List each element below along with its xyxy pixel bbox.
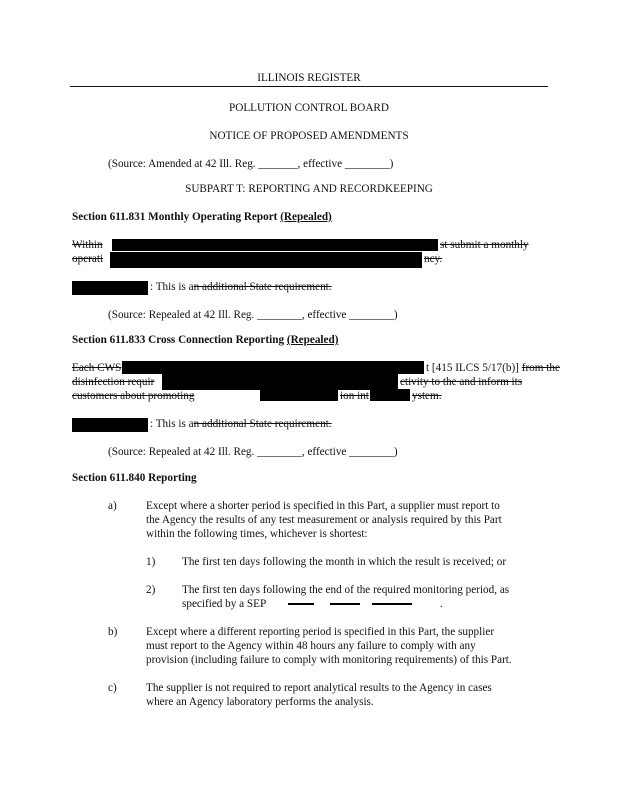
item-2-line: The first ten days following the end of the required monitoring period, as bbox=[182, 584, 510, 596]
redaction-bar bbox=[112, 239, 438, 251]
item-2-line: specified by a SEP bbox=[182, 598, 267, 610]
item-1-line: The first ten days following the month in which the result is received; or bbox=[182, 556, 507, 568]
section-611-833-line-3a: customers about promoting bbox=[72, 390, 195, 402]
item-a-line: Except where a shorter period is specified in this Part, a supplier must report to bbox=[146, 500, 500, 512]
redaction-bar bbox=[330, 603, 360, 605]
section-611-833-line-1b: t [415 ILCS 5/17(b)] from the bbox=[426, 362, 560, 374]
header-rule bbox=[70, 86, 548, 87]
redaction-bar bbox=[72, 418, 148, 432]
subpart-title: SUBPART T: REPORTING AND RECORDKEEPING bbox=[185, 183, 433, 195]
section-611-833-line-2a: disinfection requir bbox=[72, 376, 155, 388]
redaction-bar bbox=[288, 603, 314, 605]
redaction-bar bbox=[370, 389, 410, 401]
section-611-831-line-2a: operati bbox=[72, 253, 104, 265]
redaction-bar bbox=[110, 252, 422, 268]
section-611-831-line-1b: st submit a monthly bbox=[440, 239, 529, 251]
section-611-833-line-1a: Each CWS bbox=[72, 362, 122, 374]
notice-title: NOTICE OF PROPOSED AMENDMENTS bbox=[209, 130, 409, 142]
section-611-831-line-1a: Within bbox=[72, 239, 103, 251]
section-611-833-board-note: : This is an additional State requirement. bbox=[150, 418, 332, 430]
section-611-840-heading: Section 611.840 Reporting bbox=[72, 472, 197, 484]
redaction-bar bbox=[72, 281, 148, 295]
item-label: 1) bbox=[146, 556, 156, 568]
item-label: a) bbox=[108, 500, 117, 512]
register-title: ILLINOIS REGISTER bbox=[257, 72, 361, 84]
section-611-831-heading: Section 611.831 Monthly Operating Report (Repealed) bbox=[72, 211, 332, 223]
redaction-bar bbox=[372, 603, 412, 605]
item-b-line: provision (including failure to comply with monitoring requirements) of this Part. bbox=[146, 654, 512, 666]
item-c-line: where an Agency laboratory performs the analysis. bbox=[146, 696, 374, 708]
board-title: POLLUTION CONTROL BOARD bbox=[229, 102, 389, 114]
section-611-833-line-3d: ystem. bbox=[412, 390, 442, 402]
section-611-831-board-note: : This is an additional State requirement. bbox=[150, 281, 332, 293]
section-611-833-line-3c: ion int bbox=[340, 390, 369, 402]
item-c-line: The supplier is not required to report analytical results to the Agency in cases bbox=[146, 682, 492, 694]
redaction-bar bbox=[122, 361, 424, 374]
item-label: b) bbox=[108, 626, 118, 638]
section-611-831-line-2b: ncy. bbox=[424, 253, 443, 265]
redaction-bar bbox=[162, 374, 398, 390]
item-a-line: within the following times, whichever is shortest: bbox=[146, 528, 368, 540]
section-611-833-source: (Source: Repealed at 42 Ill. Reg. ________, effective ________) bbox=[108, 446, 398, 458]
section-611-833-heading: Section 611.833 Cross Connection Reporting (Repealed) bbox=[72, 334, 339, 346]
section-611-831-source: (Source: Repealed at 42 Ill. Reg. ________, effective ________) bbox=[108, 309, 398, 321]
header-source-note: (Source: Amended at 42 Ill. Reg. _______, effective ________) bbox=[108, 158, 394, 170]
item-b-line: Except where a different reporting period is specified in this Part, the supplier bbox=[146, 626, 495, 638]
item-label: 2) bbox=[146, 584, 156, 596]
item-label: c) bbox=[108, 682, 117, 694]
item-2-line-end: . bbox=[440, 598, 443, 610]
item-a-line: the Agency the results of any test measurement or analysis required by this Part bbox=[146, 514, 502, 526]
section-611-833-line-2b: ctivity to the and inform its bbox=[400, 376, 523, 388]
redaction-bar bbox=[260, 389, 338, 401]
item-b-line: must report to the Agency within 48 hours any failure to comply with any bbox=[146, 640, 476, 652]
